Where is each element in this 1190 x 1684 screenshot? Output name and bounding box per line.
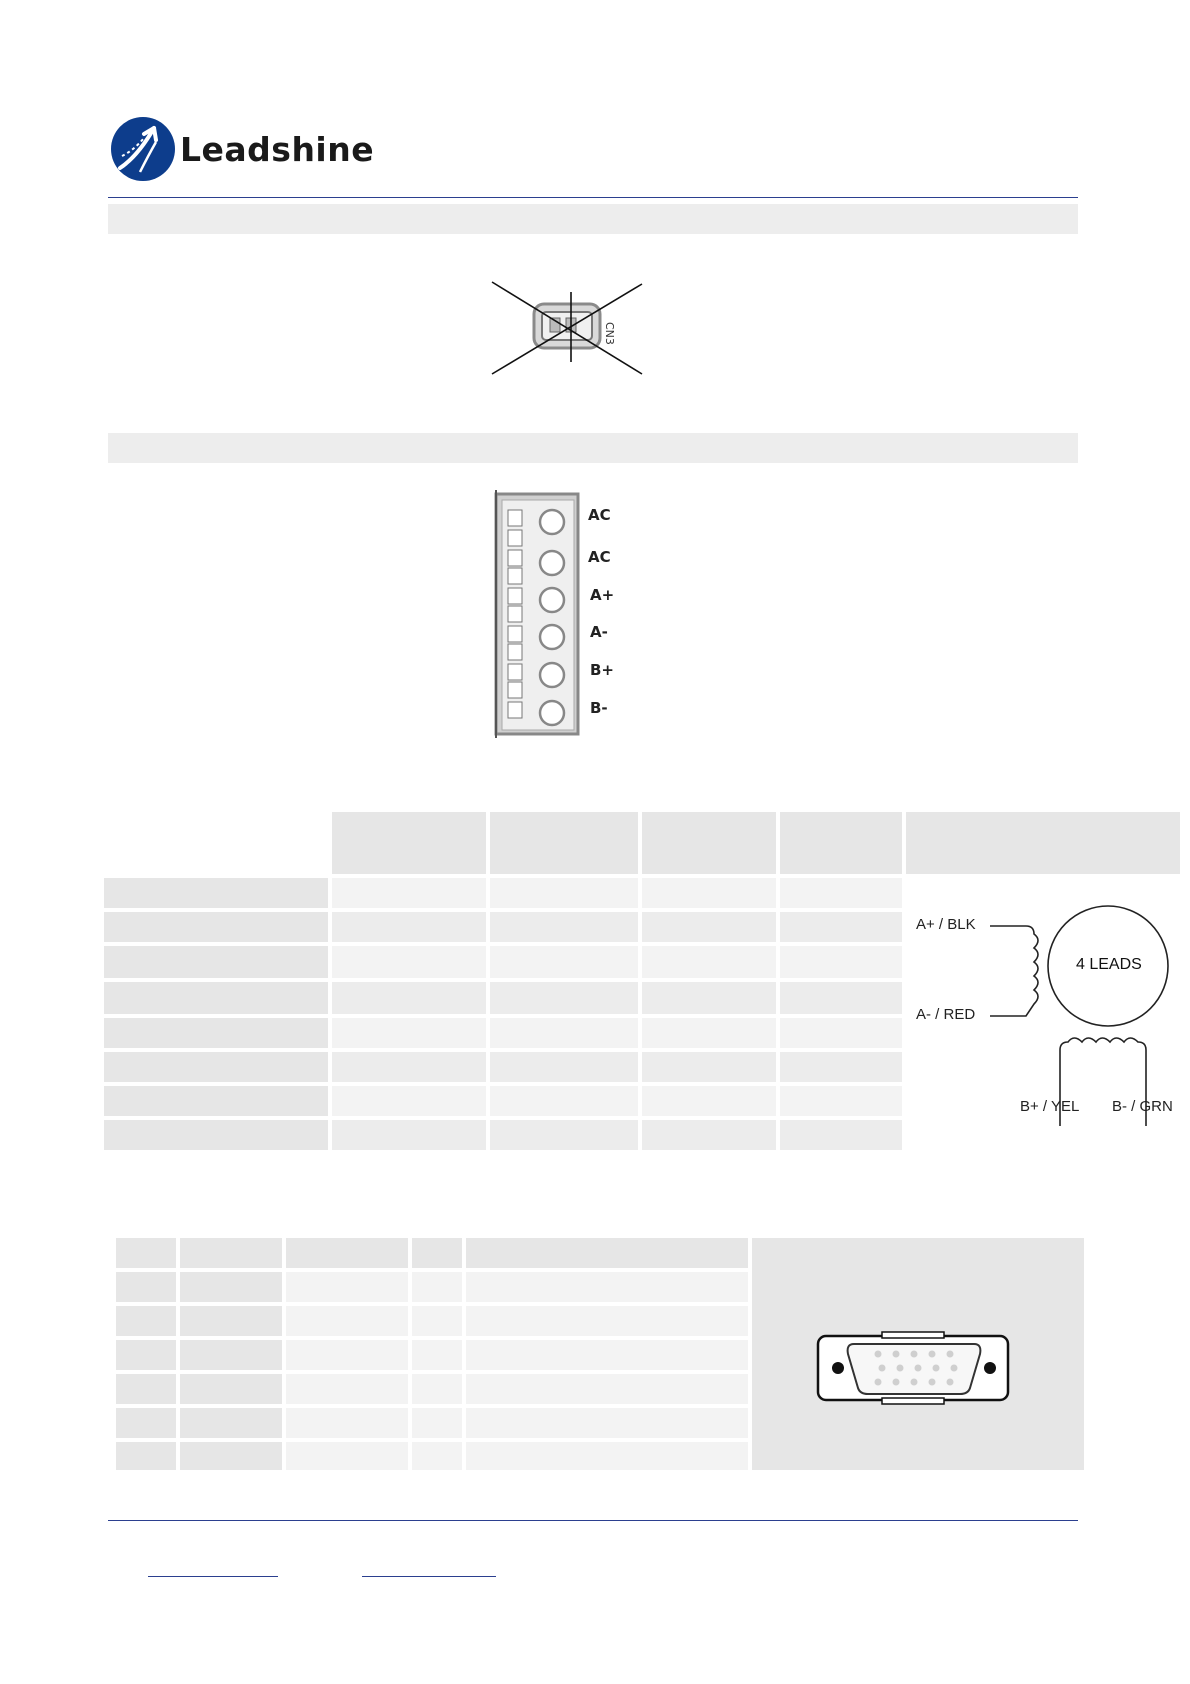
table-cell (780, 946, 902, 978)
table-cell (466, 1408, 748, 1438)
table-cell (412, 1374, 462, 1404)
table-cell (116, 1272, 176, 1302)
table-cell (642, 1018, 776, 1048)
table-cell (490, 912, 638, 942)
table-cell (180, 1374, 282, 1404)
cn3-label: CN3 (603, 322, 616, 345)
table-header-cell (286, 1238, 408, 1268)
table-cell (642, 946, 776, 978)
table-cell (490, 1086, 638, 1116)
terminal-slots (506, 508, 526, 730)
table-header-cell (466, 1238, 748, 1268)
table-header-cell (332, 812, 486, 874)
table-cell (642, 1086, 776, 1116)
table-cell (116, 1374, 176, 1404)
table-cell (286, 1272, 408, 1302)
table-cell (780, 878, 902, 908)
table-cell (780, 912, 902, 942)
table-cell (180, 1408, 282, 1438)
table-header-cell (116, 1238, 176, 1268)
table-cell (286, 1340, 408, 1370)
table-cell (490, 1018, 638, 1048)
table-cell (332, 1120, 486, 1150)
wire-label-b-minus: B- / GRN (1112, 1098, 1173, 1115)
terminal-label-ac-1: AC (588, 506, 611, 524)
table-cell (466, 1442, 748, 1470)
brand-logo (110, 116, 375, 186)
table-cell (332, 878, 486, 908)
table-cell (332, 912, 486, 942)
table-cell (466, 1340, 748, 1370)
table-cell (286, 1442, 408, 1470)
table-cell (332, 1086, 486, 1116)
table-cell (116, 1442, 176, 1470)
table-header-cell (412, 1238, 462, 1268)
table-header-cell (490, 812, 638, 874)
section-bar-2 (108, 433, 1078, 463)
terminal-label-a-minus: A- (590, 623, 608, 641)
table-cell (780, 1052, 902, 1082)
table-cell (412, 1306, 462, 1336)
wire-label-a-plus: A+ / BLK (916, 916, 976, 933)
table-row-label-cell (104, 878, 328, 908)
wiring-diagram (910, 900, 1190, 1130)
table-row-label-cell (104, 1052, 328, 1082)
table-header-cell (642, 812, 776, 874)
table-cell (286, 1374, 408, 1404)
table-cell (642, 982, 776, 1014)
table-row-label-cell (104, 1086, 328, 1116)
table-cell (332, 1018, 486, 1048)
table-header-cell (180, 1238, 282, 1268)
table-cell (286, 1306, 408, 1336)
four-leads-label: 4 LEADS (1076, 956, 1142, 973)
table-cell (286, 1408, 408, 1438)
db15-connector (816, 1330, 1012, 1406)
table-cell (490, 1052, 638, 1082)
table-row-label-cell (104, 982, 328, 1014)
table-cell (116, 1306, 176, 1336)
table-cell (180, 1340, 282, 1370)
header-divider (108, 197, 1078, 198)
leadshine-logo-icon (110, 116, 176, 182)
table-cell (642, 1052, 776, 1082)
table-header-cell (780, 812, 902, 874)
table-cell (780, 1018, 902, 1048)
table-cell (466, 1374, 748, 1404)
table-cell (332, 946, 486, 978)
table-cell (180, 1272, 282, 1302)
table-cell (332, 1052, 486, 1082)
table-row-label-cell (104, 1018, 328, 1048)
table-cell (642, 878, 776, 908)
table-cell (412, 1442, 462, 1470)
wire-label-a-minus: A- / RED (916, 1006, 976, 1023)
table-cell (180, 1306, 282, 1336)
cn3-diagram (490, 280, 650, 380)
table-cell (466, 1272, 748, 1302)
wire-label-b-plus: B+ / YEL (1020, 1098, 1080, 1115)
table-cell (332, 982, 486, 1014)
table-cell (642, 1120, 776, 1150)
crossed-out-connector-icon (490, 280, 650, 380)
table-row-label-cell (104, 946, 328, 978)
footer-link-underline[interactable] (362, 1576, 496, 1577)
db15-connector-icon (816, 1330, 1012, 1406)
table-cell (412, 1340, 462, 1370)
table-cell (116, 1340, 176, 1370)
table-cell (116, 1408, 176, 1438)
table-cell (412, 1272, 462, 1302)
table-cell (642, 912, 776, 942)
terminal-label-a-plus: A+ (590, 586, 615, 604)
table-cell (490, 1120, 638, 1150)
table-cell (466, 1306, 748, 1336)
table-row-label-cell (104, 1120, 328, 1150)
table-row-label-cell (104, 912, 328, 942)
footer-link-underline[interactable] (148, 1576, 278, 1577)
table-header-cell (906, 812, 1180, 874)
terminal-label-b-minus: B- (590, 699, 608, 717)
terminal-screws (532, 502, 572, 732)
brand-name: Leadshine (180, 130, 375, 169)
section-bar-1 (108, 204, 1078, 234)
terminal-block (494, 490, 584, 740)
table-cell (780, 1120, 902, 1150)
terminal-label-ac-2: AC (588, 548, 611, 566)
table-cell (490, 946, 638, 978)
terminal-label-b-plus: B+ (590, 661, 615, 679)
footer-divider (108, 1520, 1078, 1521)
table-cell (490, 982, 638, 1014)
table-cell (780, 982, 902, 1014)
table-cell (490, 878, 638, 908)
table-cell (780, 1086, 902, 1116)
table-cell (180, 1442, 282, 1470)
table-cell (412, 1408, 462, 1438)
